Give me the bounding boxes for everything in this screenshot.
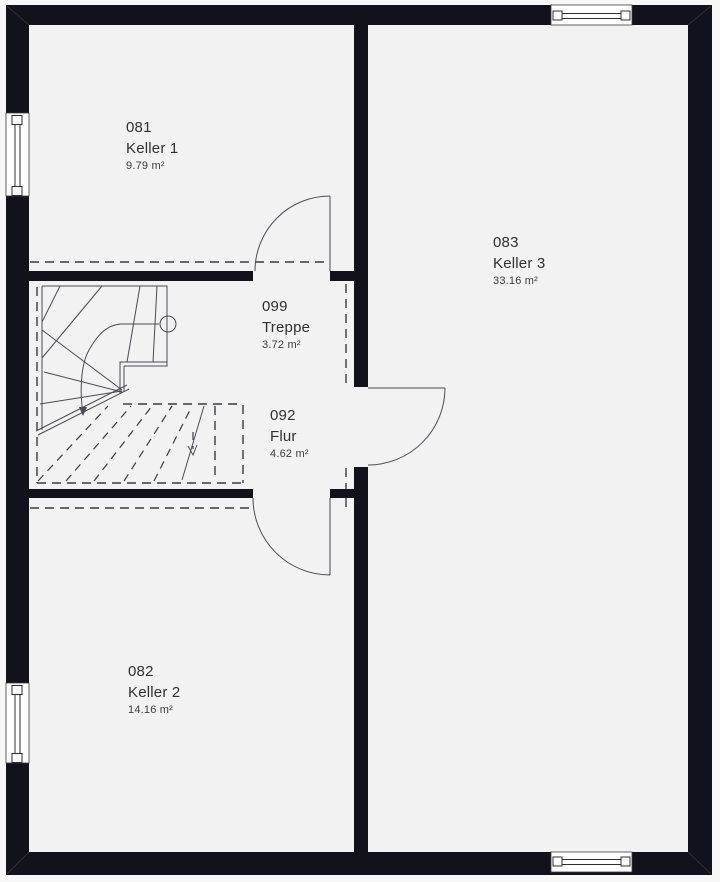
room-number: 082 xyxy=(128,663,154,680)
room-label-keller-3 xyxy=(493,232,545,289)
room-label-flur xyxy=(270,405,309,462)
room-area: 14.16 m² xyxy=(128,704,174,716)
room-number: 083 xyxy=(493,234,519,251)
room-label-treppe xyxy=(262,296,310,353)
room-number: 092 xyxy=(270,407,296,424)
window-symbol-keller1-left xyxy=(6,113,29,196)
room-name: Keller 1 xyxy=(126,140,179,157)
room-area: 4.62 m² xyxy=(270,448,309,460)
room-label-keller-1 xyxy=(126,117,178,174)
room-label-keller-2 xyxy=(128,661,180,718)
window-symbol-keller3-bottom xyxy=(551,852,632,872)
window-symbol-keller3-top xyxy=(551,5,632,25)
room-name: Treppe xyxy=(262,319,311,336)
room-name: Keller 3 xyxy=(493,255,546,272)
room-name: Flur xyxy=(270,428,297,445)
room-name: Keller 2 xyxy=(128,684,181,701)
room-number: 081 xyxy=(126,119,152,136)
room-area: 3.72 m² xyxy=(262,339,301,351)
room-area: 33.16 m² xyxy=(493,275,539,287)
window-symbol-keller2-left xyxy=(6,683,29,763)
room-area: 9.79 m² xyxy=(126,160,165,172)
room-number: 099 xyxy=(262,298,288,315)
